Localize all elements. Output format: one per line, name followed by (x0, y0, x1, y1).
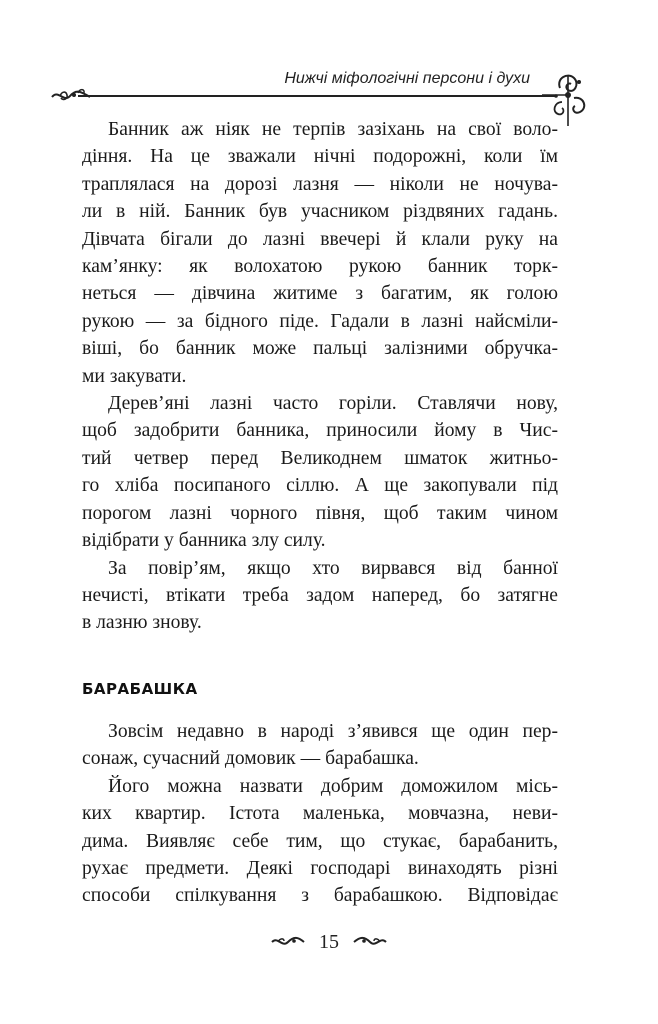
paragraph (82, 390, 558, 554)
text-line: рухає предмети. Деякі господарі винаходять різні (82, 858, 558, 880)
paragraph (82, 555, 558, 637)
text-line: порогом лазні чорного півня, щоб таким чином (82, 502, 558, 524)
text-line: дима. Виявляє себе тим, що стукає, барабанить, (82, 830, 558, 852)
flourish-ornament-icon (50, 87, 92, 105)
text-line: способи спілкування з барабашкою. Відповідає (82, 885, 558, 907)
text-line: нечисті, втікати треба задом наперед, бо затягне (82, 584, 558, 606)
text-line: ми закувати. (82, 365, 187, 387)
left-flourish-icon (270, 935, 306, 949)
text-line: ли в ній. Банник був учасником різдвяних гадань. (82, 201, 558, 223)
header-rule (78, 95, 556, 97)
text-line: го хліба посипаного сіллю. А ще закопували під (82, 475, 558, 497)
body-text-section-1 (82, 116, 558, 637)
text-line: траплялася на дорозі лазня — ніколи не ночува- (82, 173, 558, 195)
body-text-section-2 (82, 718, 558, 910)
text-line: віші, бо банник може пальці залізними обручка- (82, 338, 558, 360)
text-line: діння. На це зважали нічні подорожні, коли їм (82, 146, 558, 168)
paragraph (82, 116, 558, 390)
text-line: Його можна назвати добрим доможилом місь- (108, 775, 558, 797)
text-line: рукою — за бідного піде. Гадали в лазні найсміли- (82, 310, 558, 332)
text-line: Зовсім недавно в народі з’явився ще один пер- (108, 721, 558, 742)
text-line: сонаж, сучасний домовик — барабашка. (82, 748, 419, 770)
paragraph (82, 718, 558, 773)
page-footer (0, 930, 658, 954)
paragraph (82, 773, 558, 910)
text-line: Банник аж ніяк не терпів зазіхань на свої воло- (108, 119, 558, 140)
text-line: Дівчата бігали до лазні ввечері й клали руку на (82, 228, 558, 250)
text-line: За повір’ям, якщо хто вирвався від банної (108, 557, 558, 579)
text-line: відібрати у банника злу силу. (82, 530, 326, 552)
text-line: Дерев’яні лазні часто горіли. Ставлячи нову, (108, 393, 558, 415)
right-flourish-icon (352, 935, 388, 949)
text-line: кам’янку: як волохатою рукою банник торк- (82, 256, 558, 278)
page-number: 15 (319, 930, 339, 953)
text-line: в лазню знову. (82, 612, 202, 634)
running-head: Нижчі міфологічні персони і духи (284, 70, 530, 87)
text-line: неться — дівчина житиме з багатим, як голою (82, 283, 558, 305)
text-line: тий четвер перед Великоднем шматок житньо- (82, 447, 558, 469)
text-line: ких квартир. Істота маленька, мовчазна, неви- (82, 803, 558, 825)
text-line: щоб задобрити банника, приносили йому в Чис- (82, 420, 558, 442)
section-heading: БАРАБАШКА (82, 680, 198, 698)
